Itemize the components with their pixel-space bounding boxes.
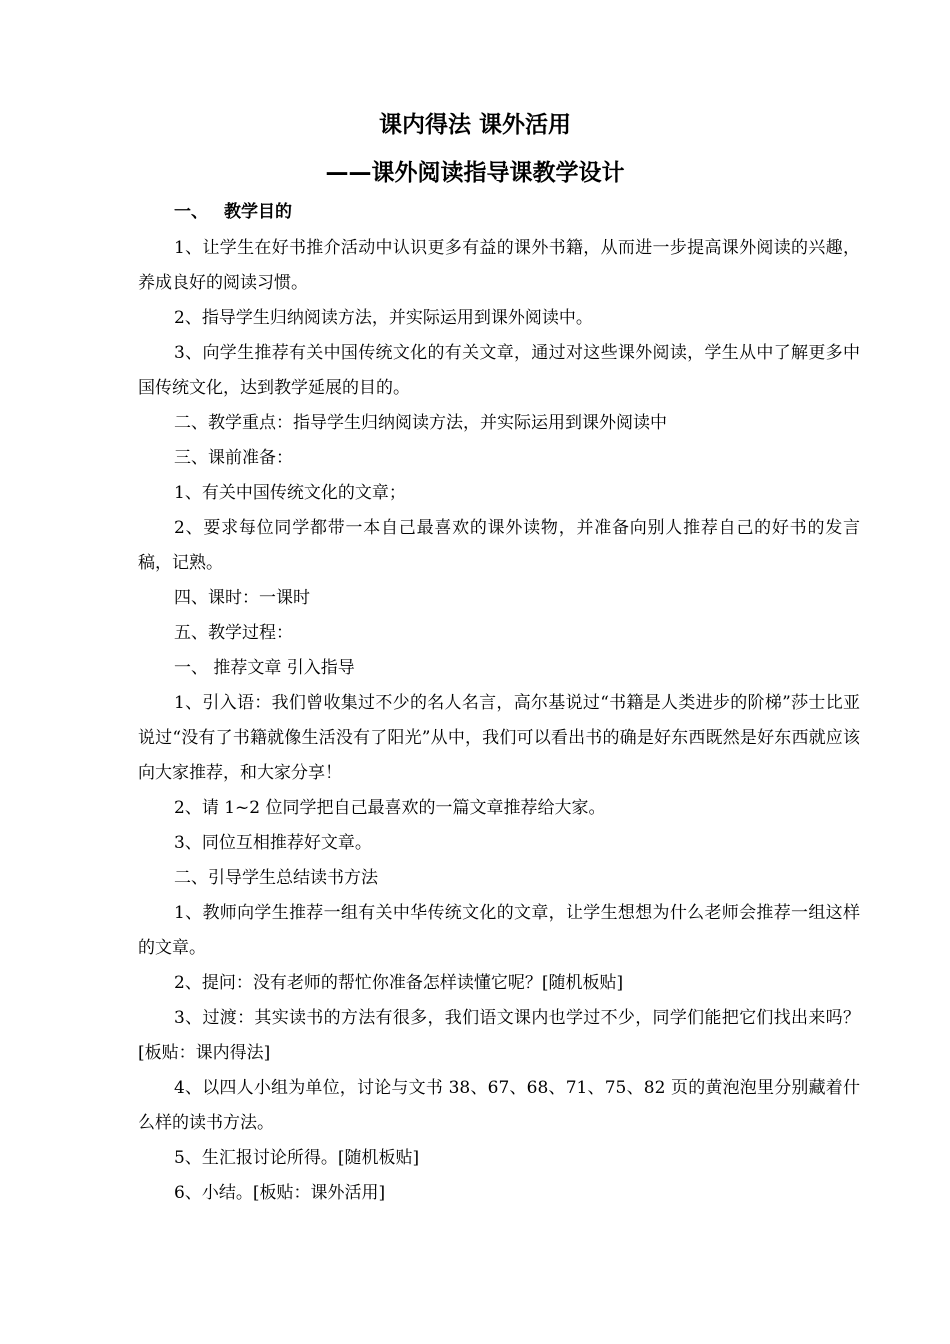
paragraph: 3、过渡：其实读书的方法有很多，我们语文课内也学过不少，同学们能把它们找出来吗？[板贴：课内得法] xyxy=(138,1008,860,1063)
paragraph: 6、小结。[板贴：课外活用] xyxy=(174,1183,386,1203)
paragraph: 1、引入语：我们曾收集过不少的名人名言，高尔基说过“书籍是人类进步的阶梯”莎士比亚说过“没有了书籍就像生活没有了阳光”从中，我们可以看出书的确是好东西既然是好东西就应该向大家推荐，和大家分享！ xyxy=(138,693,860,783)
document-body xyxy=(138,231,860,1211)
paragraph: 3、向学生推荐有关中国传统文化的有关文章，通过对这些课外阅读，学生从中了解更多中国传统文化，达到教学延展的目的。 xyxy=(138,343,860,398)
paragraph: 1、有关中国传统文化的文章； xyxy=(174,483,406,503)
section-heading-text: 教学目的 xyxy=(224,202,292,222)
paragraph: 2、指导学生归纳阅读方法，并实际运用到课外阅读中。 xyxy=(174,308,593,328)
document-subtitle: ——课外阅读指导课教学设计 xyxy=(325,160,625,186)
paragraph: 2、提问：没有老师的帮忙你准备怎样读懂它呢？[随机板贴] xyxy=(174,973,624,993)
paragraph: 五、教学过程： xyxy=(174,623,293,643)
paragraph: 1、教师向学生推荐一组有关中华传统文化的文章，让学生想想为什么老师会推荐一组这样的文章。 xyxy=(138,903,860,958)
paragraph: 5、生汇报讨论所得。[随机板贴] xyxy=(174,1148,420,1168)
section-heading xyxy=(174,200,292,224)
paragraph: 2、请 1~2 位同学把自己最喜欢的一篇文章推荐给大家。 xyxy=(174,798,606,818)
paragraph: 4、以四人小组为单位，讨论与文书 38、67、68、71、75、82 页的黄泡泡里分别藏着什么样的读书方法。 xyxy=(138,1078,860,1133)
document-title: 课内得法 课外活用 xyxy=(378,112,571,138)
paragraph: 二、教学重点：指导学生归纳阅读方法，并实际运用到课外阅读中 xyxy=(174,413,667,433)
paragraph: 三、课前准备： xyxy=(174,448,293,468)
paragraph: 2、要求每位同学都带一本自己最喜欢的课外读物，并准备向别人推荐自己的好书的发言稿，记熟。 xyxy=(138,518,860,573)
paragraph: 四、课时：一课时 xyxy=(174,588,310,608)
section-heading-number: 一、 xyxy=(174,202,208,222)
paragraph: 一、 推荐文章 引入指导 xyxy=(174,658,355,678)
paragraph: 二、引导学生总结读书方法 xyxy=(174,868,378,888)
paragraph: 3、同位互相推荐好文章。 xyxy=(174,833,372,853)
paragraph: 1、让学生在好书推介活动中认识更多有益的课外书籍，从而进一步提高课外阅读的兴趣，养成良好的阅读习惯。 xyxy=(138,238,860,293)
